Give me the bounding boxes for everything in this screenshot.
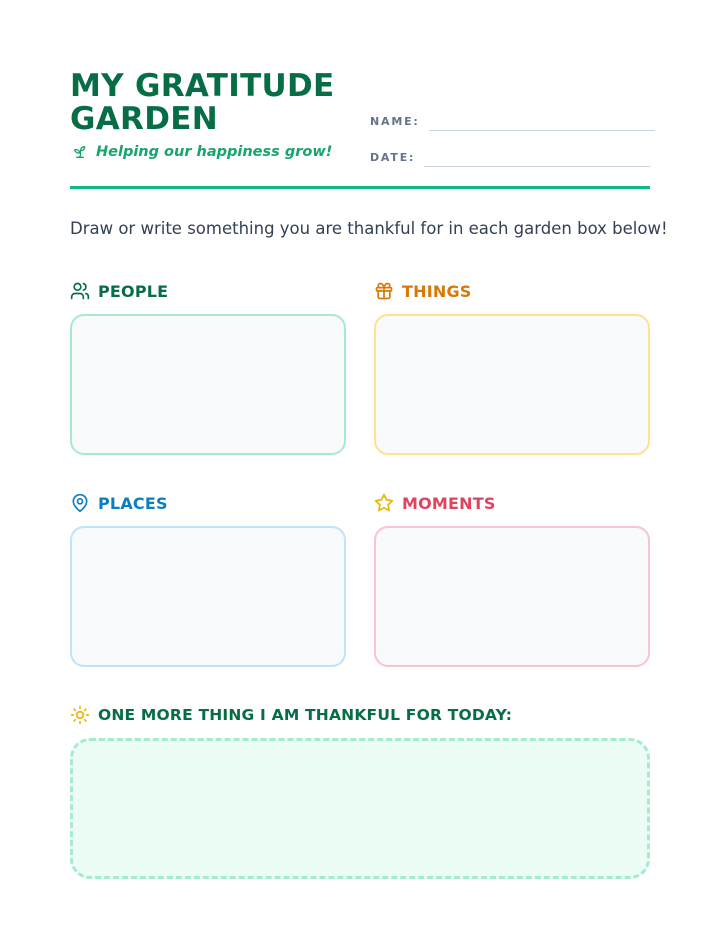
tagline: [72, 144, 332, 160]
sun-icon: [70, 705, 90, 725]
tagline-text: Helping our happiness grow!: [96, 144, 333, 160]
section-heading-extra: [70, 705, 512, 725]
section-heading-people: [70, 281, 168, 301]
moments-box[interactable]: [374, 526, 650, 667]
extra-thankful-box[interactable]: [70, 738, 650, 879]
users-icon: [70, 281, 90, 301]
date-line[interactable]: [424, 166, 650, 167]
name-field[interactable]: [370, 112, 655, 131]
places-box[interactable]: [70, 526, 346, 667]
header-divider: [70, 186, 650, 189]
section-heading-places: [70, 493, 168, 513]
map-pin-icon: [70, 493, 90, 513]
section-label-extra: ONE MORE THING I AM THANKFUL FOR TODAY:: [98, 706, 513, 724]
star-icon: [374, 493, 394, 513]
section-label-people: PEOPLE: [98, 281, 169, 301]
sprout-icon: [72, 144, 88, 160]
name-label: NAME:: [370, 115, 420, 128]
page-title: [70, 70, 370, 136]
section-label-places: PLACES: [98, 493, 168, 513]
section-label-moments: MOMENTS: [402, 493, 496, 513]
date-field[interactable]: [370, 148, 650, 167]
date-label: DATE:: [370, 151, 416, 164]
gift-icon: [374, 281, 394, 301]
section-heading-things: [374, 281, 472, 301]
things-box[interactable]: [374, 314, 650, 455]
section-label-things: THINGS: [402, 281, 472, 301]
title-line-1: MY GRATITUDE: [70, 68, 335, 104]
name-line[interactable]: [429, 130, 655, 131]
instructions: Draw or write something you are thankful for in each garden box below!: [70, 219, 668, 238]
people-box[interactable]: [70, 314, 346, 455]
section-heading-moments: [374, 493, 496, 513]
title-line-2: GARDEN: [70, 101, 218, 137]
